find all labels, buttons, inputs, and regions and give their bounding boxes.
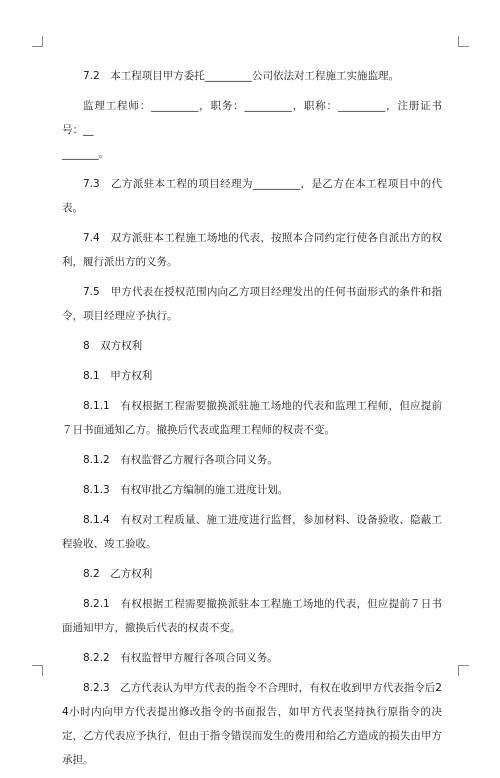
paragraph-8-2-2: 8.2.2 有权监督甲方履行各项合同义务。 — [83, 652, 278, 664]
paragraph-7-4: 7.4 双方派驻本工程施工场地的代表，按照本合同约定行使各自派出方的权利，履行派出方的义务。 — [62, 232, 442, 268]
paragraph-8-1-1: 8.1.1 有权根据工程需要撤换派驻施工场地的代表和监理工程师，但应提前７日书面通知乙方。撤换后代表或监理工程师的权责不变。 — [62, 400, 442, 436]
heading-8: 8 双方权利 — [83, 340, 143, 352]
paragraph-supervisor-info: 监理工程师：_________，职务：_________，职称：_________，注册证书号：__ — [62, 100, 442, 136]
document-body — [62, 64, 442, 778]
crop-mark-bottom-right — [458, 665, 469, 676]
paragraph-8-1-4: 8.1.4 有权对工程质量、施工进度进行监督，参加材料、设备验收、隐蔽工程验收、竣工验收。 — [62, 514, 442, 550]
paragraph-8-2-3: 8.2.3 乙方代表认为甲方代表的指令不合理时，有权在收到甲方代表指令后24小时内向甲方代表提出修改指令的书面报告，如甲方代表坚持执行原指令的决定，乙方代表应予执行，但由于指令错误而发生的费用和给乙方造成的损失由甲方承担。 — [62, 682, 442, 766]
paragraph-8-1-2: 8.1.2 有权监督乙方履行各项合同义务。 — [83, 454, 278, 466]
crop-mark-top-left — [32, 36, 43, 47]
paragraph-7-3: 7.3 乙方派驻本工程的项目经理为_________，是乙方在本工程项目中的代表。 — [62, 178, 442, 214]
paragraph-8-2-1: 8.2.1 有权根据工程需要撤换派驻本工程施工场地的代表，但应提前７日书面通知甲方，撤换后代表的权责不变。 — [62, 598, 442, 634]
crop-mark-top-right — [458, 36, 469, 47]
paragraph-7-5: 7.5 甲方代表在授权范围内向乙方项目经理发出的任何书面形式的条件和指令，项目经理应予执行。 — [62, 286, 442, 322]
paragraph-7-2: 7.2 本工程项目甲方委托_________公司依法对工程施工实施监理。 — [83, 70, 399, 82]
paragraph-8-1-3: 8.1.3 有权审批乙方编制的施工进度计划。 — [83, 484, 289, 496]
paragraph-supervisor-info-cont: _______。 — [62, 148, 110, 160]
heading-8-2: 8.2 乙方权利 — [83, 568, 153, 580]
heading-8-1: 8.1 甲方权利 — [83, 370, 153, 382]
crop-mark-bottom-left — [32, 665, 43, 676]
